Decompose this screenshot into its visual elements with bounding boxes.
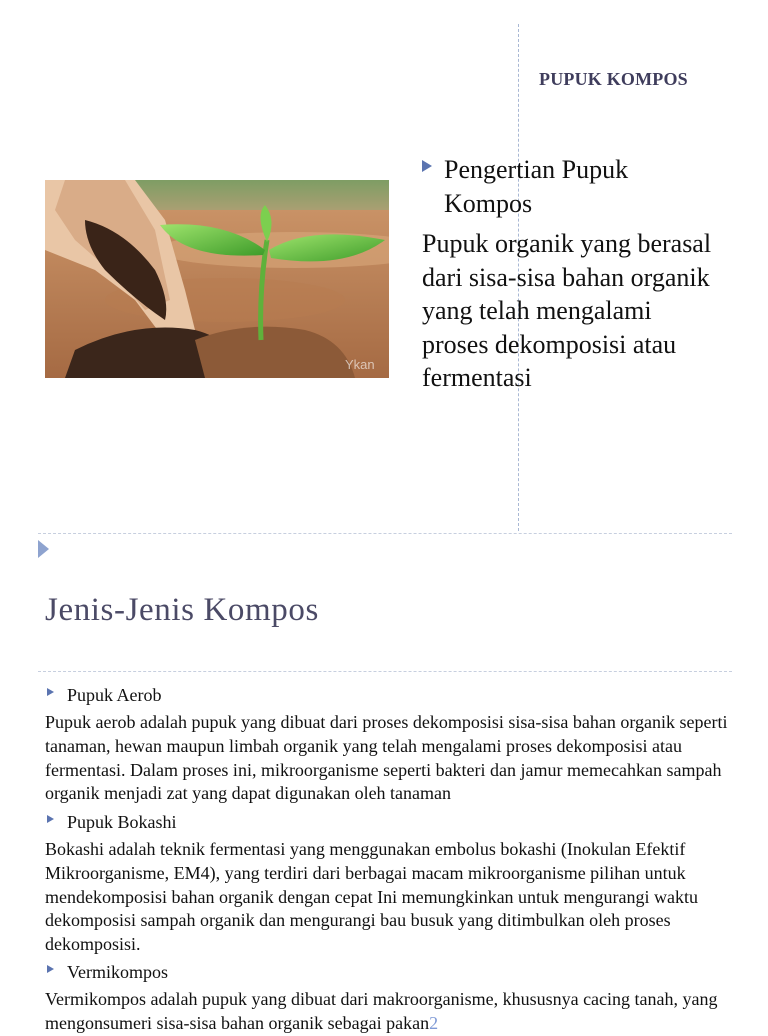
item-body-bokashi: Bokashi adalah teknik fermentasi yang menggunakan embolus bokashi (Inokulan Efektif Mikroorganisme, EM4), yang terdiri dari berbagai macam mikroorganisme pilihan untuk mendekomposisi bahan organik dengan cepat Ini memungkinkan untuk mengurangi waktu dekomposisi sampah organik dan mengurangi bau busuk yang ditimbulkan oleh proses dekomposisi.: [45, 839, 699, 955]
bullet-arrow-icon: [47, 688, 54, 696]
item-label-aerob: Pupuk Aerob: [67, 685, 162, 705]
photo-watermark: Ykan: [345, 357, 375, 372]
slide-divider: [38, 533, 732, 534]
slide-title: PUPUK KOMPOS: [539, 69, 688, 89]
seedling-photo: [45, 180, 389, 378]
item-label-bokashi: Pupuk Bokashi: [67, 812, 177, 832]
bullet-label-pengertian: Pengertian Pupuk Kompos: [444, 155, 629, 218]
bullet-arrow-icon: [47, 965, 54, 973]
item-label-vermikompos: Vermikompos: [67, 962, 168, 982]
trailing-mark: 2: [429, 1012, 439, 1033]
item-body-aerob: Pupuk aerob adalah pupuk yang dibuat dari proses dekomposisi sisa-sisa bahan organik seperti tanaman, hewan maupun limbah organik yang telah mengalami proses dekomposisi atau fermentasi. Dalam proses ini, mikroorganisme seperti bakteri dan jamur memecahkan sampah organik menjadi zat yang dapat digunakan oleh tanaman: [45, 712, 728, 804]
item-body-vermikompos: [45, 988, 735, 1036]
bullet-body-pengertian: Pupuk organik yang berasal dari sisa-sisa bahan organik yang telah mengalami proses dekomposisi atau fermentasi: [422, 229, 712, 392]
bullet-arrow-icon: [422, 160, 432, 172]
slide-triangle-icon: [38, 540, 49, 558]
section-heading: Jenis-Jenis Kompos: [45, 592, 319, 628]
item-body-vermikompos-text: Vermikompos adalah pupuk yang dibuat dari makroorganisme, khususnya cacing tanah, yang mengonsumeri sisa-sisa bahan organik sebagai pakan: [45, 989, 718, 1033]
bullet-arrow-icon: [47, 815, 54, 823]
heading-divider: [38, 671, 732, 672]
